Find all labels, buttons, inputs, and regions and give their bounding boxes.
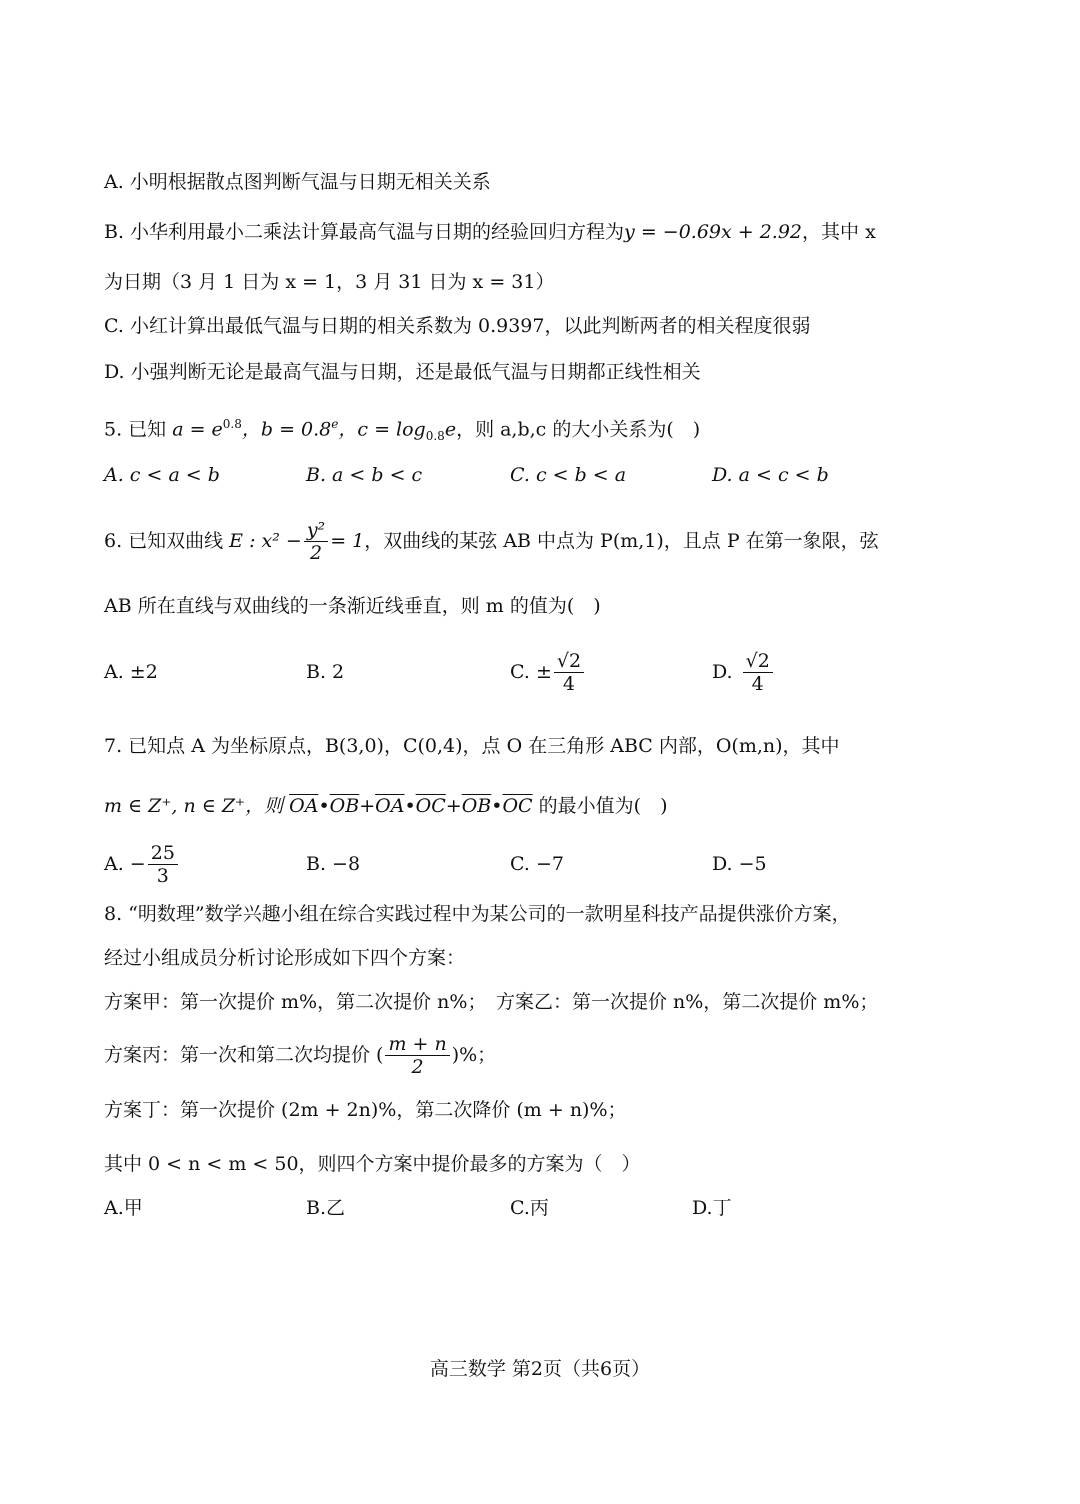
q7-option-c: C. −7 [510,853,564,875]
q4-option-b-equation: y = −0.69x + 2.92 [624,221,803,243]
q6-options [104,642,934,702]
q6-number: 6. 已知双曲线 [104,530,224,552]
q5-number: 5. 已知 [104,418,167,441]
q6-stem-line1 [104,516,930,566]
q5-option-a: A. c < a < b [104,464,220,486]
q5-a-eq: a = e [172,418,223,441]
q7-vector-oa-2: $\overline{OA}$ [375,795,405,817]
q5-a-exp: 0.8 [222,417,242,431]
q5-b-eq: ，b = 0.8 [241,418,332,441]
q6-option-b: B. 2 [306,661,345,683]
q8-option-a: A.甲 [104,1196,143,1219]
q5-c-tail: e [444,418,457,441]
q7-stem-line1: 7. 已知点 A 为坐标原点，B(3,0)，C(0,4)，点 O 在三角形 ABC 内部，O(m,n)，其中 [104,735,840,757]
q6-option-a: A. ±2 [104,661,158,683]
q4-option-b-line2: 为日期（3 月 1 日为 x = 1，3 月 31 日为 x = 31） [104,271,555,293]
q5-option-b: B. a < b < c [306,464,423,486]
q7-option-b: B. −8 [306,853,361,875]
q5-question: ，则 a,b,c 的大小关系为( ) [456,418,701,441]
q5-b-exp: e [331,417,339,431]
q6-eq-left: E : x² − [229,530,302,552]
q7-vector-oc: $\overline{OC}$ [415,795,446,817]
q4-option-a: A. 小明根据散点图判断气温与日期无相关关系 [104,171,491,193]
q8-option-c: C.丙 [510,1196,549,1219]
q6-stem-line2: AB 所在直线与双曲线的一条渐近线垂直，则 m 的值为( ) [104,595,601,617]
q8-option-d: D.丁 [692,1196,732,1219]
page-footer: 高三数学 第2页（共6页） [429,1358,651,1380]
q4-option-b-line1 [104,218,930,246]
q7-condition: m ∈ Z⁺, n ∈ Z⁺，则 [104,795,284,817]
q8-plan-jia-yi: 方案甲：第一次提价 m%，第二次提价 n%； 方案乙：第一次提价 n%，第二次提价 m%； [104,991,879,1013]
q6-eq-right: = 1 [330,530,365,552]
q8-plan-bing: 方案丙：第一次和第二次均提价 ( $\frac{m + n}{2}$ )%； [104,1032,497,1078]
q5-option-c: C. c < b < a [510,464,627,486]
q8-condition: 其中 0 < n < m < 50，则四个方案中提价最多的方案为（ ） [104,1153,641,1175]
q7-option-a: A. − $\frac{25}{3}$ [104,834,180,894]
q7-vector-ob: $\overline{OB}$ [329,795,360,817]
q7-vector-oc-2: $\overline{OC}$ [502,795,533,817]
q7-question: 的最小值为( ) [538,795,668,817]
q8-options [104,1176,934,1236]
q4-option-d: D. 小强判断无论是最高气温与日期，还是最低气温与日期都正线性相关 [104,361,701,383]
q8-option-b: B.乙 [306,1196,346,1219]
q6-option-c: C. ± $\frac{√2}{4}$ [510,642,586,702]
q4-option-b-text: B. 小华利用最小二乘法计算最高气温与日期的经验回归方程为 [104,221,625,243]
q5-c-sub: 0.8 [425,429,445,444]
q8-stem-line2: 经过小组成员分析讨论形成如下四个方案： [104,947,466,969]
q6-stem-text: ，双曲线的某弦 AB 中点为 P(m,1)，且点 P 在第一象限，弦 [364,530,879,552]
q6-fraction: $\frac{\text{y²}}{2}$ [304,519,328,564]
q5-c-eq: ，c = log [338,418,426,441]
q7-vector-ob-2: $\overline{OB}$ [461,795,492,817]
q4-option-b-tail: ，其中 x [802,221,876,243]
q8-stem-line1: 8. “明数理”数学兴趣小组在综合实践过程中为某公司的一款明星科技产品提供涨价方案， [104,903,851,925]
q8-plan-ding: 方案丁：第一次提价 (2m + 2n)%，第二次降价 (m + n)%； [104,1099,627,1121]
q7-option-d: D. −5 [712,853,767,875]
q4-option-c: C. 小红计算出最低气温与日期的相关系数为 0.9397，以此判断两者的相关程度很弱 [104,315,811,337]
q6-option-d: D. $\frac{√2}{4}$ [712,642,775,702]
q7-options [104,834,934,894]
q5-option-d: D. a < c < b [712,464,829,486]
q5-options [104,445,934,505]
q8-plan-bing-fraction: $\frac{m + n}{2}$ [385,1033,449,1078]
q7-stem-line2: m ∈ Z⁺, n ∈ Z⁺，则 $\overline{OA}•\overline{OB}+\overline{OA}•\overline{OC}+\overline{OB}•\overline{OC}$ 的最小值为( ) [104,795,668,817]
q7-vector-oa: $\overline{OA}$ [289,795,319,817]
